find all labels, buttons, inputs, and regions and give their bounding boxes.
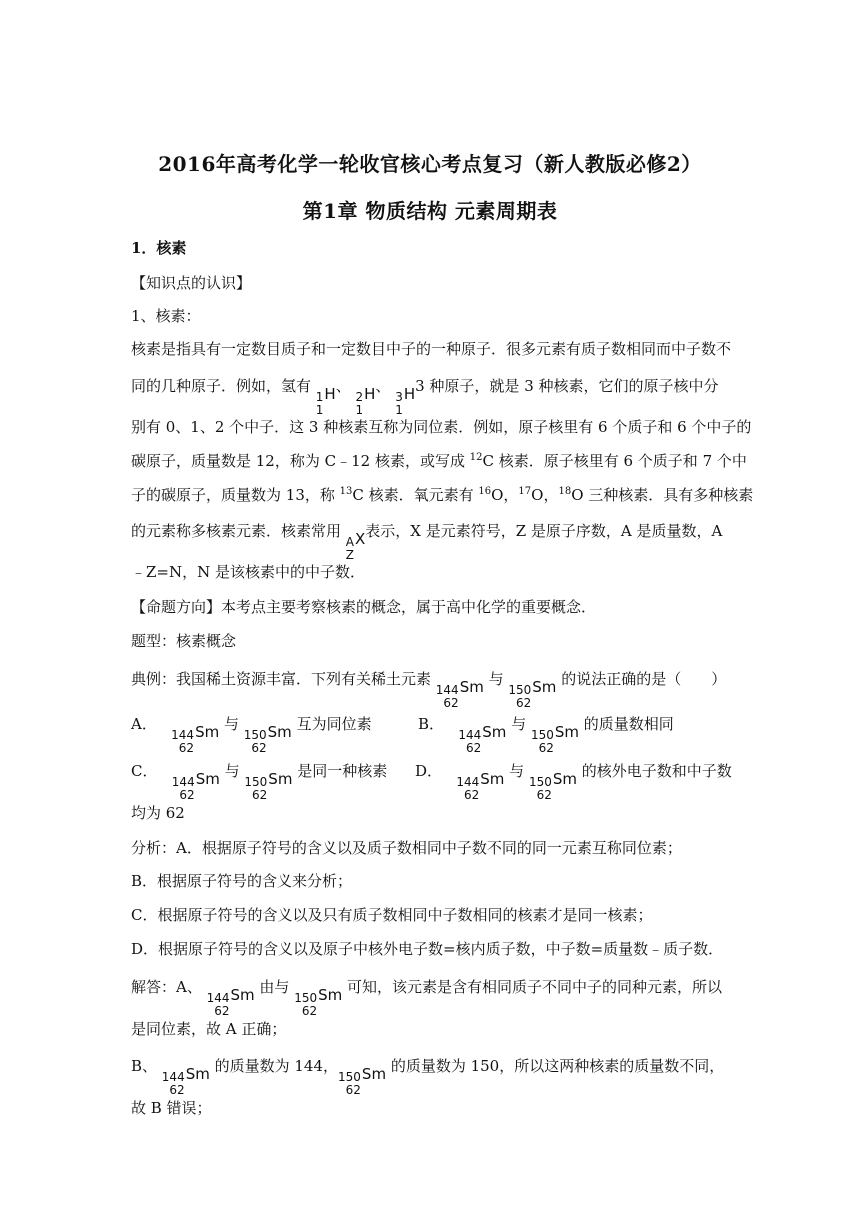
knowledge-tag: 【知识点的认识】 [131, 274, 252, 292]
nuclide-h3: 3 1 H [395, 385, 416, 417]
option-d-continued: 均为 62 [131, 804, 185, 822]
paragraph-line: 别有 0、1、2 个中子．这 3 种核素互称为同位素．例如，原子核里有 6 个质子和 6 个中子的 [131, 418, 752, 436]
section-heading: 1．核素 [131, 239, 187, 257]
chapter-title: 第1章 物质结构 元素周期表 [302, 199, 558, 223]
nuclide-sm144: 144 62 Sm [161, 1065, 210, 1097]
nuclide-sm144: 144 62 Sm [171, 723, 220, 755]
nuclide-h2: 2 1 H [355, 385, 376, 417]
paragraph-line: 同的几种原子．例如，氢有 1 1 H、 2 1 H、 3 1 H3 种原子，就是 3 种核素，它们的原子核中分 [131, 377, 719, 417]
direction-line: 【命题方向】本考点主要考察核素的概念，属于高中化学的重要概念． [131, 598, 597, 616]
nuclide-sm144: 144 62 Sm [456, 770, 505, 802]
analysis-c: C．根据原子符号的含义以及只有质子数相同中子数相同的核素才是同一核素； [131, 906, 653, 924]
option-a: A． 144 62 Sm 与 150 62 Sm 互为同位素 [131, 715, 372, 755]
option-d: D． 144 62 Sm 与 150 62 Sm 的核外电子数和中子数 [415, 762, 732, 802]
nuclide-sm144: 144 62 Sm [435, 678, 484, 710]
paragraph-line: 核素是指具有一定数目质子和一定数目中子的一种原子．很多元素有质子数相同而中子数不 [131, 340, 732, 358]
answer-b: B、 144 62 Sm 的质量数为 144， 150 62 Sm 的质量数为 150，所以这两种核素的质量数不同， [131, 1057, 725, 1097]
nuclide-sm150: 150 62 Sm [508, 678, 557, 710]
example-question: 典例：我国稀土资源丰富．下列有关稀土元素 144 62 Sm 与 150 62 Sm 的说法正确的是（ ） [131, 670, 727, 710]
nuclide-sm150: 150 62 Sm [243, 723, 292, 755]
paragraph-line: ﹣Z=N，N 是该核素中的中子数． [131, 563, 366, 581]
option-b: B． 144 62 Sm 与 150 62 Sm 的质量数相同 [418, 715, 674, 755]
paragraph-line: 的元素称多核素元素．核素常用 A Z X表示，X 是元素符号，Z 是原子序数，A 是质量数，A [131, 522, 723, 562]
option-c: C． 144 62 Sm 与 150 62 Sm 是同一种核素 [131, 762, 388, 802]
nuclide-h1: 1 1 H [315, 385, 336, 417]
type-label: 题型：核素概念 [131, 632, 237, 650]
answer-a-continued: 是同位素，故 A 正确； [131, 1020, 287, 1038]
paragraph-line: 子的碳原子，质量数为 13，称 $^{13}$C 核素．氧元素有 $^{16}$O，$^{17}$O，$^{18}$O 三种核素．具有多种核素 [131, 486, 754, 504]
analysis-a: 分析：A．根据原子符号的含义以及质子数相同中子数不同的同一元素互称同位素； [131, 839, 682, 857]
answer-b-continued: 故 B 错误； [131, 1099, 212, 1117]
nuclide-sm150: 150 62 Sm [294, 986, 343, 1018]
paragraph-line: 碳原子，质量数是 12，称为 C﹣12 核素，或写成 $^{12}$C 核素．原子核里有 6 个质子和 7 个中 [131, 452, 747, 470]
analysis-d: D．根据原子符号的含义以及原子中核外电子数=核内质子数，中子数=质量数﹣质子数． [131, 940, 724, 958]
nuclide-sm144: 144 62 Sm [171, 770, 220, 802]
item-label: 1、核素： [131, 307, 201, 325]
nuclide-sm150: 150 62 Sm [338, 1065, 387, 1097]
nuclide-sm144: 144 62 Sm [206, 986, 255, 1018]
nuclide-generic: A Z X [345, 530, 366, 562]
nuclide-sm150: 150 62 Sm [530, 723, 579, 755]
nuclide-sm150: 150 62 Sm [528, 770, 577, 802]
answer-a: 解答：A、 144 62 Sm 由与 150 62 Sm 可知，该元素是含有相同质子不同中子的同种元素，所以 [131, 978, 723, 1018]
document-title: 2016年高考化学一轮收官核心考点复习（新人教版必修2） [158, 152, 702, 176]
analysis-b: B．根据原子符号的含义来分析； [131, 872, 353, 890]
nuclide-sm150: 150 62 Sm [244, 770, 293, 802]
nuclide-sm144: 144 62 Sm [458, 723, 507, 755]
